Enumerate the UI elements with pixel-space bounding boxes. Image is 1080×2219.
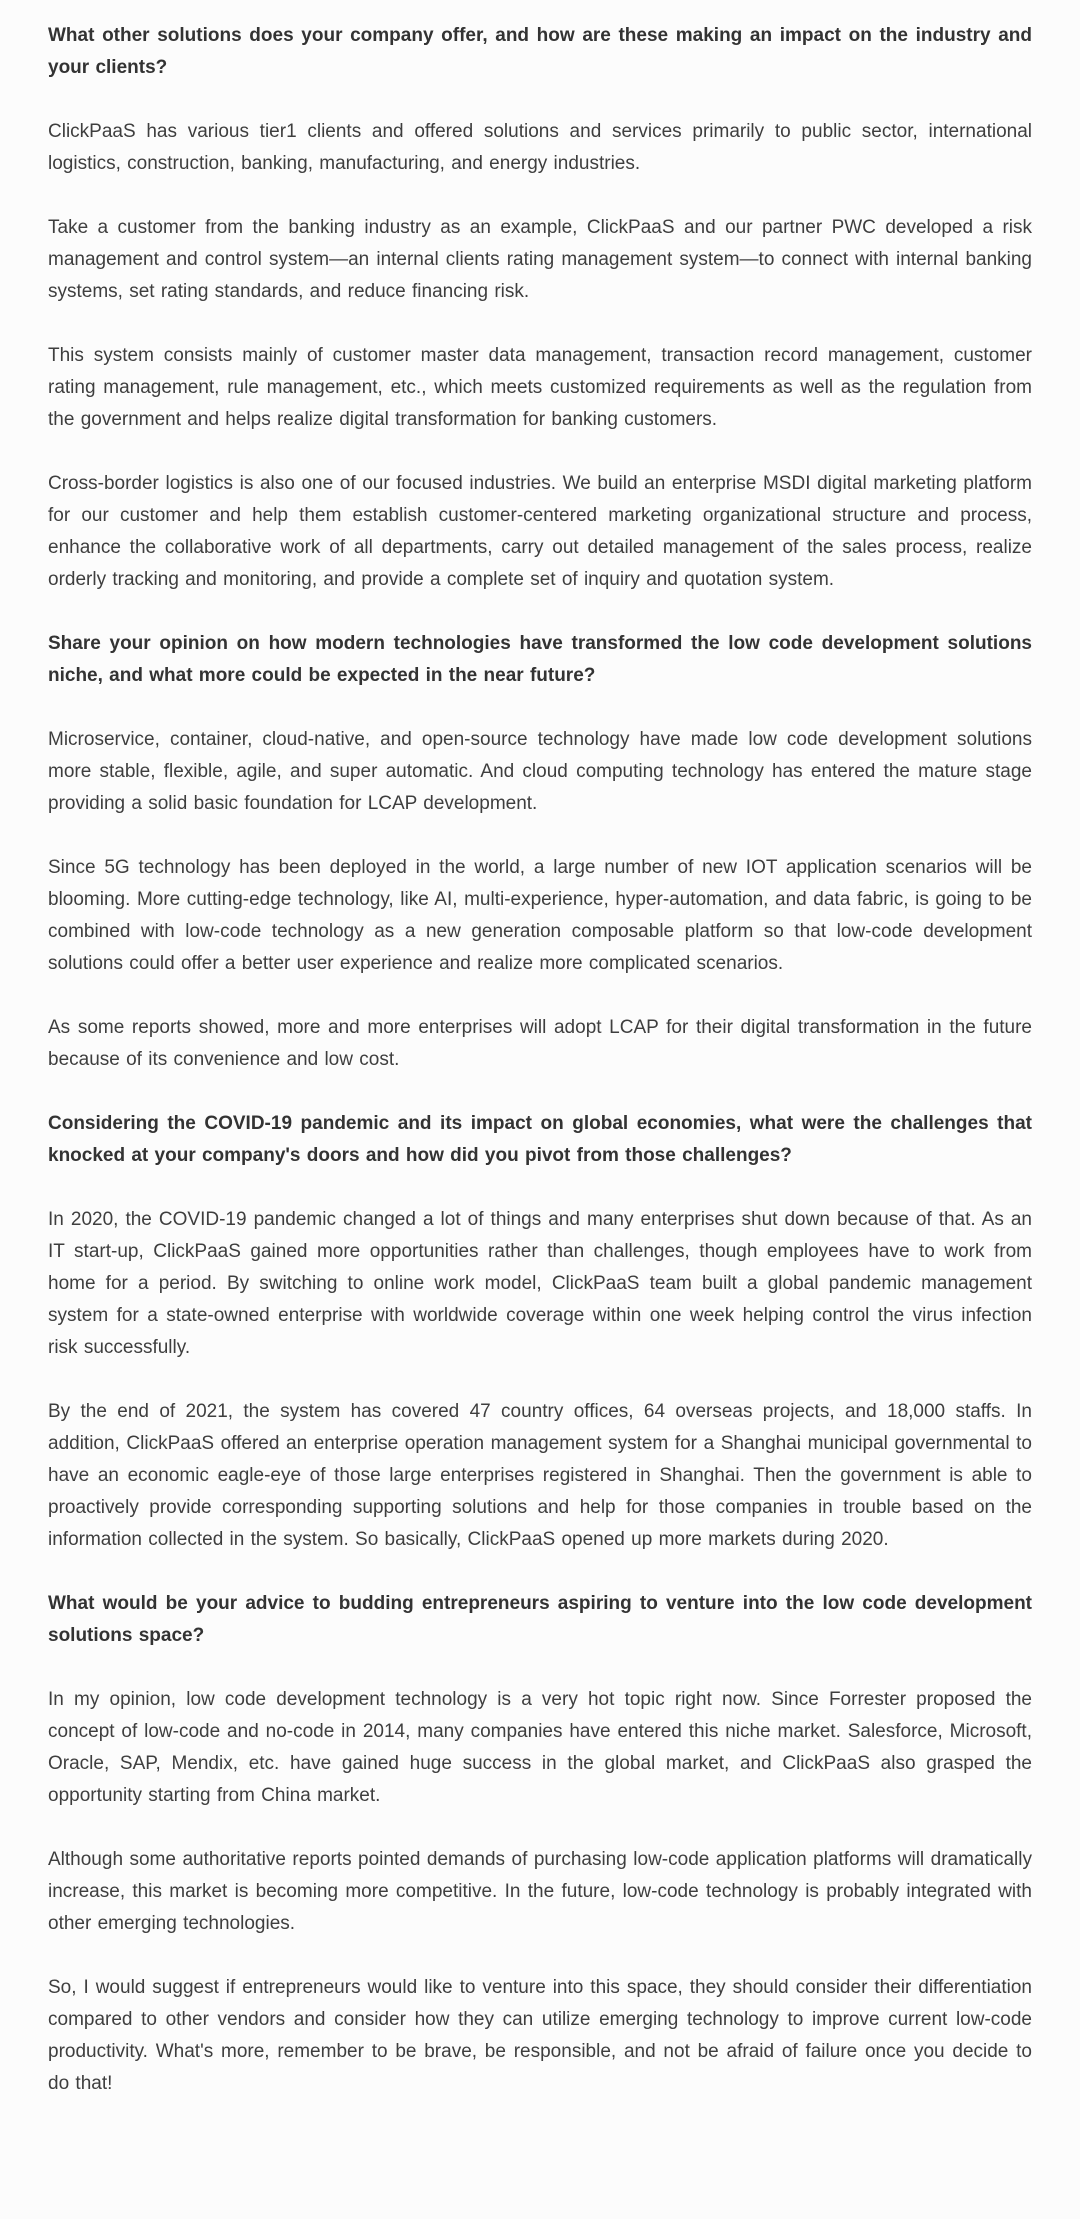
answer-paragraph: In my opinion, low code development technology is a very hot topic right now. Since Forrester proposed the concept of low-code and no-code in 2014, many companies have entered this niche market. Salesforce, Microsoft, Oracle, SAP, Mendix, etc. have gained huge success in the global market, and ClickPaaS also grasped the opportunity starting from China market.	[48, 1689, 1032, 1806]
question-paragraph: What other solutions does your company offer, and how are these making an impact on the industry and your clients?	[48, 25, 1032, 78]
answer-paragraph: Since 5G technology has been deployed in the world, a large number of new IOT application scenarios will be blooming. More cutting-edge technology, like AI, multi-experience, hyper-automation, and data fabric, is going to be combined with low-code technology as a new generation composable platform so that low-code development solutions could offer a better user experience and realize more complicated scenarios.	[48, 857, 1032, 974]
answer-paragraph: In 2020, the COVID-19 pandemic changed a lot of things and many enterprises shut down because of that. As an IT start-up, ClickPaaS gained more opportunities rather than challenges, though employees have to work from home for a period. By switching to online work model, ClickPaaS team built a global pandemic management system for a state-owned enterprise with worldwide coverage within one week helping control the virus infection risk successfully.	[48, 1209, 1032, 1358]
question-paragraph: What would be your advice to budding entrepreneurs aspiring to venture into the low code development solutions space?	[48, 1593, 1032, 1646]
question-paragraph: Considering the COVID-19 pandemic and its impact on global economies, what were the challenges that knocked at your company's doors and how did you pivot from those challenges?	[48, 1113, 1032, 1166]
answer-paragraph: As some reports showed, more and more enterprises will adopt LCAP for their digital transformation in the future because of its convenience and low cost.	[48, 1017, 1032, 1070]
question-paragraph: Share your opinion on how modern technologies have transformed the low code development solutions niche, and what more could be expected in the near future?	[48, 633, 1032, 686]
answer-paragraph: By the end of 2021, the system has covered 47 country offices, 64 overseas projects, and 18,000 staffs. In addition, ClickPaaS offered an enterprise operation management system for a Shanghai municipal governmental to have an economic eagle-eye of those large enterprises registered in Shanghai. Then the government is able to proactively provide corresponding supporting solutions and help for those companies in trouble based on the information collected in the system. So basically, ClickPaaS opened up more markets during 2020.	[48, 1401, 1032, 1550]
answer-paragraph: Cross-border logistics is also one of our focused industries. We build an enterprise MSDI digital marketing platform for our customer and help them establish customer-centered marketing organizational structure and process, enhance the collaborative work of all departments, carry out detailed management of the sales process, realize orderly tracking and monitoring, and provide a complete set of inquiry and quotation system.	[48, 473, 1032, 590]
answer-paragraph: So, I would suggest if entrepreneurs would like to venture into this space, they should consider their differentiation compared to other vendors and consider how they can utilize emerging technology to improve current low-code productivity. What's more, remember to be brave, be responsible, and not be afraid of failure once you decide to do that!	[48, 1977, 1032, 2094]
answer-paragraph: This system consists mainly of customer master data management, transaction record management, customer rating management, rule management, etc., which meets customized requirements as well as the regulation from the government and helps realize digital transformation for banking customers.	[48, 345, 1032, 430]
answer-paragraph: ClickPaaS has various tier1 clients and offered solutions and services primarily to public sector, international logistics, construction, banking, manufacturing, and energy industries.	[48, 121, 1032, 174]
answer-paragraph: Although some authoritative reports pointed demands of purchasing low-code application platforms will dramatically increase, this market is becoming more competitive. In the future, low-code technology is probably integrated with other emerging technologies.	[48, 1849, 1032, 1934]
answer-paragraph: Microservice, container, cloud-native, and open-source technology have made low code development solutions more stable, flexible, agile, and super automatic. And cloud computing technology has entered the mature stage providing a solid basic foundation for LCAP development.	[48, 729, 1032, 814]
answer-paragraph: Take a customer from the banking industry as an example, ClickPaaS and our partner PWC developed a risk management and control system—an internal clients rating management system—to connect with internal banking systems, set rating standards, and reduce financing risk.	[48, 217, 1032, 302]
